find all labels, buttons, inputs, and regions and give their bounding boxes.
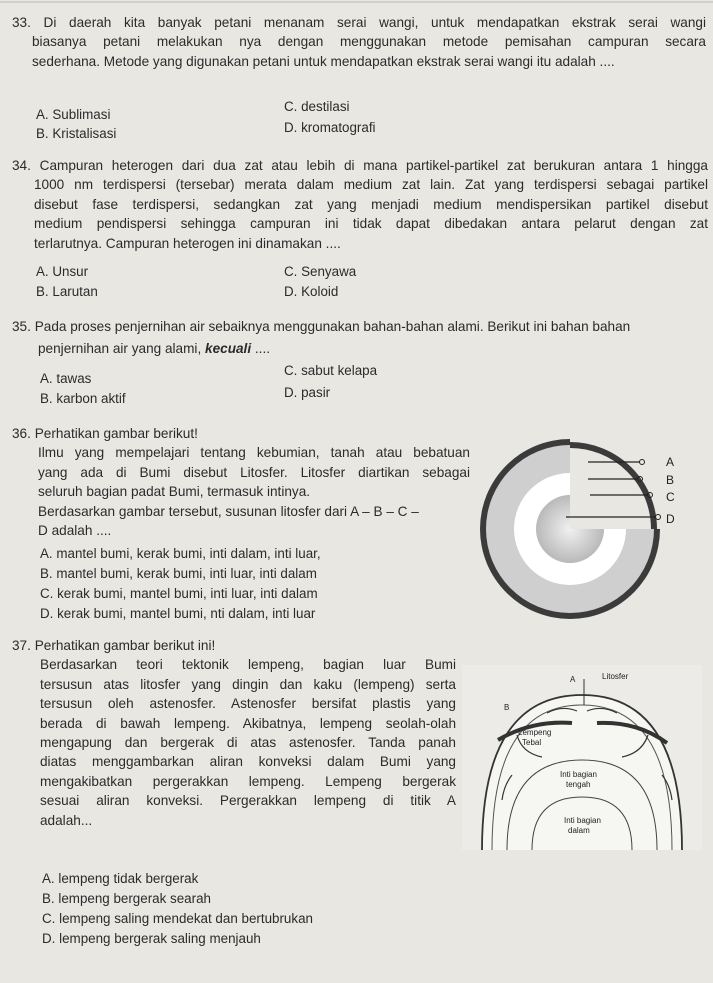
q33-option-a[interactable]: A. Sublimasi (36, 107, 111, 122)
q34-option-d[interactable]: D. Koloid (284, 284, 339, 299)
plate-tectonics-figure (462, 665, 702, 850)
q37-line-2: tersusun atas litosfer yang dingin dan kaku (lempeng) serta (40, 676, 456, 692)
q36-intro-line: 36. Perhatikan gambar berikut! (12, 426, 198, 441)
q37-line-7: mengakibatkan pergerakkan lempeng. Lempeng bergerak (40, 773, 456, 789)
q35-line-2: penjernihan air yang alami, kecuali .... (38, 341, 271, 357)
lempeng-label-1: Lempeng (518, 728, 552, 737)
q34-option-c[interactable]: C. Senyawa (284, 264, 357, 279)
q36-line-4: Berdasarkan gambar tersebut, susunan litosfer dari A – B – C – (38, 503, 419, 519)
q36-line-3: seluruh bagian padat Bumi, termasuk intinya. (38, 484, 311, 500)
q37-line-3: tersusun oleh astenosfer. Astenosfer bersifat plastis yang (40, 696, 456, 712)
q35-option-a[interactable]: A. tawas (40, 371, 92, 386)
q36-line-2: yang ada di Bumi disebut Litosfer. Litosfer diartikan sebagai (38, 464, 470, 480)
q34-line-2: 1000 nm terdispersi (tersebar) merata dalam medium zat lain. Zat yang terdispersi sebagai partikel (34, 177, 708, 193)
q36-line-1: Ilmu yang mempelajari tentang kebumian, tanah atau bebatuan (38, 445, 470, 461)
q37-line-9: adalah... (40, 812, 93, 828)
q36-option-c[interactable]: C. kerak bumi, mantel bumi, inti luar, inti dalam (40, 586, 318, 601)
page-top-edge (0, 0, 713, 6)
q35-number: 35. (12, 319, 31, 334)
label-b: B (666, 473, 675, 487)
q37-option-b[interactable]: B. lempeng bergerak searah (42, 891, 211, 906)
q37-line-6: diatas menggambarkan aliran konveksi dalam Bumi yang (40, 754, 456, 770)
q33-line-1: 33. Di daerah kita banyak petani menanam serai wangi, untuk mendapatkan ekstrak serai wangi (12, 15, 706, 30)
q36-number: 36. (12, 426, 31, 441)
q35-option-c[interactable]: C. sabut kelapa (284, 363, 378, 378)
q36-option-b[interactable]: B. mantel bumi, kerak bumi, inti luar, inti dalam (40, 566, 317, 581)
q37-option-d[interactable]: D. lempeng bergerak saling menjauh (42, 931, 261, 946)
inti-tengah-label-2: tengah (566, 780, 591, 789)
question-33 (0, 13, 713, 71)
q37-intro-line: 37. Perhatikan gambar berikut ini! (12, 638, 216, 653)
q33-option-d[interactable]: D. kromatografi (284, 120, 376, 135)
q36-option-a[interactable]: A. mantel bumi, kerak bumi, inti dalam, inti luar, (40, 546, 321, 561)
q37-line-1: Berdasarkan teori tektonik lempeng, bagian luar Bumi (40, 657, 456, 673)
q35-option-d[interactable]: D. pasir (284, 385, 331, 400)
label-d: D (666, 512, 675, 526)
q34-line-5: terlarutnya. Campuran heterogen ini dinamakan .... (34, 235, 341, 251)
label-a: A (666, 455, 675, 469)
q33-option-c[interactable]: C. destilasi (284, 99, 350, 114)
q35-line-1: 35. Pada proses penjernihan air sebaiknya menggunakan bahan-bahan alami. Berikut ini bahan bahan (12, 319, 631, 334)
q34-line-4: medium pendispersi sehingga campuran ini tidak dapat dibedakan antara pelarut dengan zat (34, 216, 708, 232)
q37-line-5: mengapung dan bergerak di atas astenosfer. Tanda panah (40, 735, 456, 751)
q33-number: 33. (12, 15, 31, 30)
q33-line-2: biasanya petani melakukan nya dengan menggunakan metode pemisahan campuran secara (32, 34, 706, 50)
q33-line-3: sederhana. Metode yang digunakan petani untuk mendapatkan ekstrak serai wangi itu adalah .... (32, 53, 615, 69)
earth-layers-figure (470, 437, 700, 622)
q33-option-b[interactable]: B. Kristalisasi (36, 126, 117, 141)
question-34 (0, 156, 713, 253)
lempeng-label-2: Tebal (522, 738, 542, 747)
inti-dalam-label-2: dalam (568, 826, 590, 835)
q34-option-a[interactable]: A. Unsur (36, 264, 89, 279)
q35-keyword: kecuali (205, 341, 252, 357)
q37-option-a[interactable]: A. lempeng tidak bergerak (42, 871, 199, 886)
q37-option-c[interactable]: C. lempeng saling mendekat dan bertubrukan (42, 911, 313, 926)
q37-number: 37. (12, 638, 31, 653)
q34-option-b[interactable]: B. Larutan (36, 284, 98, 299)
q35-option-b[interactable]: B. karbon aktif (40, 391, 126, 406)
inti-tengah-label-1: Inti bagian (560, 770, 597, 779)
q36-option-d[interactable]: D. kerak bumi, mantel bumi, nti dalam, inti luar (40, 606, 316, 621)
q34-line-1: 34. Campuran heterogen dari dua zat atau lebih di mana partikel-partikel zat berukuran antara 1 hingga (12, 158, 708, 173)
q37-line-8: sesuai aliran konveksi. Pergerakkan lempeng di titik A (40, 793, 456, 809)
q34-line-3: disebut fase terdispersi, sedangkan zat yang menjadi medium mendispersikan partikel disebut (34, 196, 708, 212)
figure-point-a: A (570, 675, 576, 684)
q36-line-5: D adalah .... (38, 523, 112, 539)
label-c: C (666, 490, 675, 504)
q34-number: 34. (12, 158, 31, 173)
litosfer-label: Litosfer (602, 672, 629, 681)
question-35 (0, 317, 713, 359)
q37-line-4: berada di bawah lempeng. Akibatnya, lempeng seolah-olah (40, 715, 456, 731)
figure-point-b: B (504, 703, 510, 712)
inti-dalam-label-1: Inti bagian (564, 816, 601, 825)
